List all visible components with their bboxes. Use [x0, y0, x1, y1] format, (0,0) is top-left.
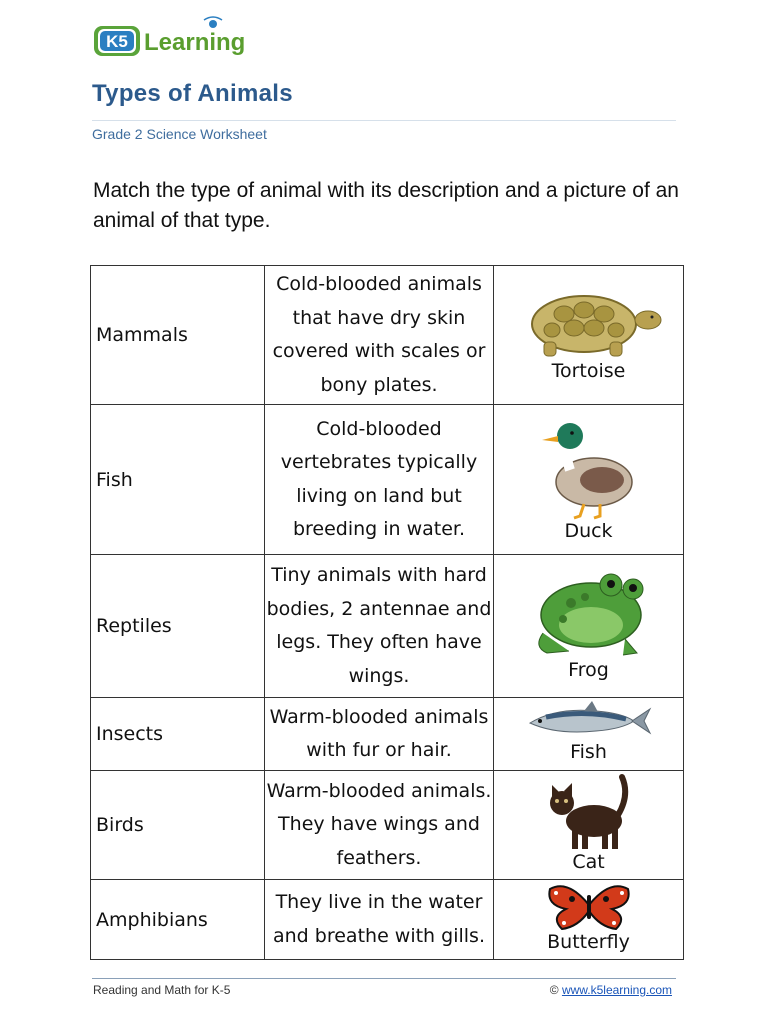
- table-row: [91, 266, 684, 405]
- fish-icon: [526, 701, 652, 741]
- animal-type: Fish: [91, 405, 265, 555]
- animal-description: Tiny animals with hard bodies, 2 antennae and legs. They often have wings.: [265, 555, 494, 698]
- website-link[interactable]: www.k5learning.com: [561, 983, 672, 997]
- page-subtitle: Grade 2 Science Worksheet: [92, 126, 267, 142]
- instructions: Match the type of animal with its description and a picture of an animal of that type.: [93, 179, 679, 232]
- picture-cell: [494, 698, 684, 771]
- table-row: [91, 698, 684, 771]
- picture-label: Fish: [570, 741, 607, 763]
- tortoise-icon: [514, 284, 664, 360]
- svg-text:Learning: Learning: [144, 29, 246, 56]
- cat-icon: [546, 773, 632, 851]
- picture-label: Cat: [572, 851, 605, 873]
- animal-description: Cold-blooded vertebrates typically living on land but breeding in water.: [265, 405, 494, 555]
- table-row: [91, 555, 684, 698]
- table-row: [91, 771, 684, 880]
- footer-tagline: Reading and Math for K-5: [93, 983, 231, 997]
- picture-cell: [494, 405, 684, 555]
- animal-description: Warm-blooded animals. They have wings and feathers.: [265, 771, 494, 880]
- animal-description: Cold-blooded animals that have dry skin covered with scales or bony plates.: [265, 266, 494, 405]
- picture-label: Tortoise: [551, 360, 626, 382]
- footer-divider: [92, 978, 676, 979]
- picture-cell: [494, 771, 684, 880]
- picture-cell: [494, 880, 684, 960]
- animal-type: Amphibians: [91, 880, 265, 960]
- animal-type: Insects: [91, 698, 265, 771]
- table-row: [91, 880, 684, 960]
- animal-type: Mammals: [91, 266, 265, 405]
- table-row: [91, 405, 684, 555]
- picture-cell: [494, 266, 684, 405]
- animal-description: They live in the water and breathe with gills.: [265, 880, 494, 960]
- page-title: Types of Animals: [92, 80, 293, 107]
- matching-table: [90, 265, 684, 960]
- k5-learning-logo: [92, 16, 262, 60]
- svg-text:K5: K5: [106, 32, 128, 51]
- picture-label: Duck: [564, 519, 613, 542]
- picture-cell: [494, 555, 684, 698]
- picture-label: Frog: [568, 659, 609, 681]
- duck-icon: [534, 414, 644, 520]
- copyright-symbol: ©: [549, 983, 559, 997]
- animal-type: Reptiles: [91, 555, 265, 698]
- footer-copyright: [550, 983, 672, 997]
- animal-description: Warm-blooded animals with fur or hair.: [265, 698, 494, 771]
- picture-label: Butterfly: [547, 930, 630, 953]
- frog-icon: [529, 567, 649, 659]
- title-divider: [92, 120, 676, 121]
- butterfly-icon: [546, 883, 632, 931]
- animal-type: Birds: [91, 771, 265, 880]
